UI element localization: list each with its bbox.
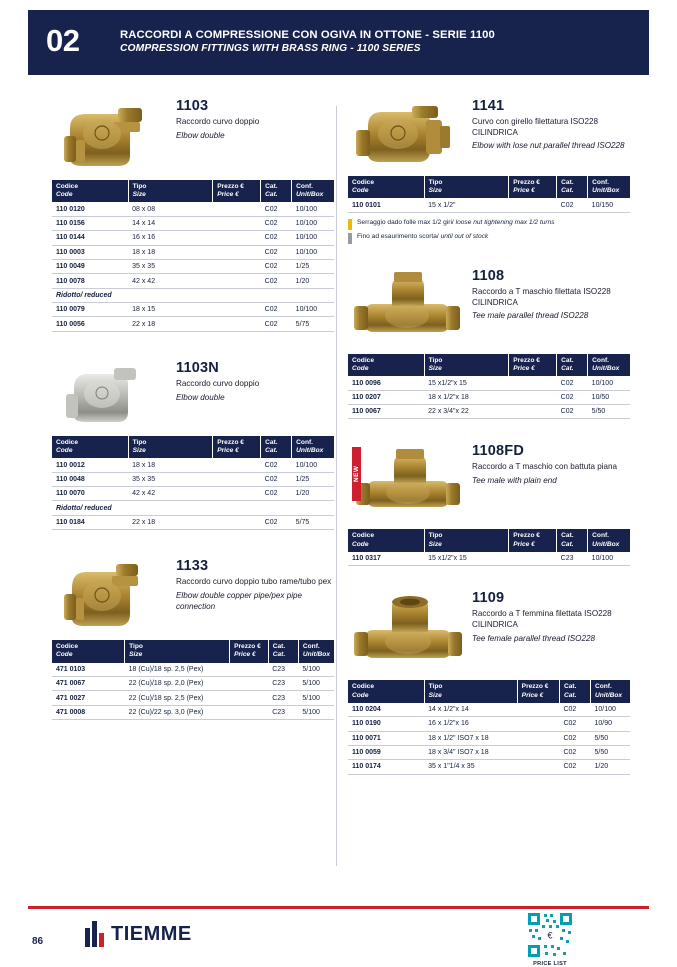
header-conf: Conf. Unit/Box [292,180,334,202]
table-row [52,317,334,331]
cell-code: 110 0144 [52,231,128,245]
cell-subheading: Ridotto/ reduced [52,501,334,515]
product-description-en-1109: Tee female parallel thread ISO228 [472,633,595,643]
spec-table-1133 [52,640,334,720]
cell-code: 110 0059 [348,745,424,759]
cell-price [213,472,261,486]
product-description-it-1108: Raccordo a T maschio filettata ISO228 CILINDRICA [472,286,611,307]
cell-conf: 5/75 [292,515,334,529]
cell-price [517,703,559,717]
price-list-qr-block[interactable] [520,911,580,967]
product-code-1108: 1108 [472,267,505,284]
cell-conf: 5/100 [298,691,334,705]
cell-size: 35 x 35 [128,472,213,486]
cell-conf: 10/100 [588,376,630,390]
spec-table-1108 [348,354,630,420]
cell-code: 110 0012 [52,458,128,472]
cell-code: 110 0067 [348,405,424,419]
product-description-it-1133: Raccordo curvo doppio tubo rame/tubo pex [176,577,332,587]
cell-size: 18 x 3/4" ISO7 x 18 [424,745,517,759]
cell-size: 15 x 1/2" [424,198,509,212]
cell-price [517,717,559,731]
cell-size: 16 x 16 [128,231,213,245]
cell-size: 15 x1/2"x 15 [424,376,509,390]
note-color-swatch-yellow [348,219,352,230]
product-description-en-1103n: Elbow double [176,392,225,402]
cell-conf: 10/150 [588,198,630,212]
cell-code: 471 0008 [52,705,125,719]
cell-price [213,487,261,501]
table-row [348,760,630,774]
cell-conf: 10/100 [292,231,334,245]
header-cat: Cat. Cat. [261,436,292,458]
cell-cat: C02 [559,703,590,717]
header-divider-rule [28,72,649,75]
cell-code: 110 0207 [348,390,424,404]
header-cat: Cat. Cat. [557,529,588,551]
cell-code: 110 0070 [52,487,128,501]
cell-cat: C02 [261,202,292,216]
header-cat: Cat. Cat. [557,354,588,376]
header-price: Prezzo € Price € [509,354,557,376]
header-size: Tipo Size [128,180,213,202]
table-row [52,677,334,691]
header-titles [120,29,495,54]
cell-cat: C02 [261,515,292,529]
cell-size: 35 x 1"1/4 x 35 [424,760,517,774]
cell-size: 18 x 1/2"x 18 [424,390,509,404]
cell-code: 110 0056 [52,317,128,331]
header-price: Prezzo € Price € [213,436,261,458]
cell-cat: C02 [261,245,292,259]
table-row [52,303,334,317]
cell-cat: C02 [261,274,292,288]
cell-price [509,405,557,419]
cell-size: 35 x 35 [128,259,213,273]
table-header-row [348,176,630,198]
cell-cat: C23 [268,677,298,691]
header-code: Codice Code [348,680,424,702]
product-description-it-1109: Raccordo a T femmina filettata ISO228 CILINDRICA [472,609,612,629]
table-header-row [348,680,630,702]
cell-code: 110 0174 [348,760,424,774]
cell-price [509,390,557,404]
table-row [348,405,630,419]
cell-price [213,202,261,216]
cell-size: 14 x 1/2"x 14 [424,703,517,717]
table-row [52,274,334,288]
column-divider [336,106,337,866]
note-text: Fino ad esaurimento scorta/ until out of stock [357,232,489,240]
cell-price [213,216,261,230]
table-row [348,552,630,566]
cell-price [213,303,261,317]
cell-code: 110 0048 [52,472,128,486]
notes-1141 [348,219,630,244]
cell-conf: 10/100 [588,552,630,566]
table-header-row [348,354,630,376]
header-size: Tipo Size [128,436,213,458]
cell-size: 22 (Cu)/18 sp. 2,0 (Pex) [125,677,230,691]
product-description-en-1108: Tee male parallel thread ISO228 [472,311,589,321]
note-row [348,219,630,230]
header-size: Tipo Size [424,680,517,702]
cell-cat: C02 [557,198,588,212]
header-cat: Cat. Cat. [559,680,590,702]
product-block-1103 [52,96,334,332]
cell-conf: 5/100 [298,677,334,691]
table-row [52,705,334,719]
svg-text:€: € [547,930,553,941]
cell-price [213,231,261,245]
elbow-lose-nut-icon [348,96,466,168]
cell-cat: C23 [268,691,298,705]
product-block-1108 [348,266,630,420]
cell-code: 110 0120 [52,202,128,216]
cell-cat: C23 [268,705,298,719]
header-conf: Conf. Unit/Box [298,640,334,662]
cell-cat: C02 [559,745,590,759]
tee-male-plain-icon [348,441,466,521]
table-row [348,731,630,745]
page-header [28,10,649,72]
table-header-row [348,529,630,551]
cell-cat: C02 [261,317,292,331]
note-text: Serraggio dado folle max 1/2 giri/ loose nut tightening max 1/2 turns [357,218,555,226]
left-column [52,96,334,726]
header-price: Prezzo € Price € [213,180,261,202]
tee-male-icon [348,266,466,346]
cell-cat: C02 [261,231,292,245]
table-header-row [52,180,334,202]
header-conf: Conf. Unit/Box [588,354,630,376]
header-price: Prezzo € Price € [230,640,269,662]
table-row [52,231,334,245]
tiemme-logo-mark-icon [85,921,107,947]
elbow-double-brass-icon [52,96,170,172]
header-code: Codice Code [348,354,424,376]
cell-price [230,663,269,677]
cell-price [509,552,557,566]
cell-cat: C02 [261,472,292,486]
cell-size: 22 (Cu)/22 sp. 3,0 (Pex) [125,705,230,719]
cell-conf: 5/100 [298,663,334,677]
cell-price [213,515,261,529]
cell-cat: C02 [559,731,590,745]
header-conf: Conf. Unit/Box [292,436,334,458]
cell-cat: C02 [557,405,588,419]
table-subheading-row [52,501,334,515]
product-code-1103n: 1103N [176,359,219,376]
table-row [348,717,630,731]
cell-conf: 10/100 [590,703,630,717]
cell-code: 110 0317 [348,552,424,566]
cell-size: 18 x 15 [128,303,213,317]
cell-cat: C02 [261,259,292,273]
spec-table-1109 [348,680,630,774]
cell-size: 18 x 1/2" ISO7 x 18 [424,731,517,745]
table-row [52,663,334,677]
table-row [52,458,334,472]
cell-code: 471 0103 [52,663,125,677]
company-logo [85,921,192,947]
header-conf: Conf. Unit/Box [590,680,630,702]
product-block-1141 [348,96,630,244]
cell-cat: C23 [268,663,298,677]
header-code: Codice Code [348,176,424,198]
header-cat: Cat. Cat. [557,176,588,198]
spec-table-1141 [348,176,630,213]
cell-size: 14 x 14 [128,216,213,230]
cell-cat: C02 [261,303,292,317]
cell-price [213,274,261,288]
cell-conf: 10/90 [590,717,630,731]
cell-conf: 1/20 [292,274,334,288]
product-code-1108fd: 1108FD [472,443,524,460]
cell-code: 110 0049 [52,259,128,273]
table-header-row [52,436,334,458]
table-row [348,703,630,717]
table-header-row [52,640,334,662]
cell-conf: 5/50 [590,731,630,745]
table-row [52,202,334,216]
cell-code: 110 0101 [348,198,424,212]
elbow-double-nickel-icon [52,358,170,428]
cell-size: 08 x 08 [128,202,213,216]
table-row [52,245,334,259]
table-subheading-row [52,288,334,302]
right-column [348,96,630,781]
product-description-en-1133: Elbow double copper pipe/pex pipe connection [176,590,302,611]
header-conf: Conf. Unit/Box [588,529,630,551]
header-size: Tipo Size [424,354,509,376]
cell-cat: C02 [557,390,588,404]
cell-size: 15 x1/2"x 15 [424,552,509,566]
cell-cat: C02 [261,216,292,230]
product-code-1103: 1103 [176,98,209,114]
header-code: Codice Code [348,529,424,551]
table-row [348,745,630,759]
table-row [52,472,334,486]
header-cat: Cat. Cat. [261,180,292,202]
product-description-en-1108fd: Tee male with plain end [472,476,557,486]
product-description-it-1141: Curvo con girello filettatura ISO228 CILINDRICA [472,117,598,137]
cell-size: 22 x 3/4"x 22 [424,405,509,419]
cell-code: 110 0071 [348,731,424,745]
cell-code: 110 0190 [348,717,424,731]
header-size: Tipo Size [424,529,509,551]
header-price: Prezzo € Price € [509,176,557,198]
cell-code: 110 0078 [52,274,128,288]
product-code-1109: 1109 [472,590,505,607]
cell-code: 471 0067 [52,677,125,691]
note-color-swatch-gray [348,233,352,244]
page-number: 86 [32,936,44,947]
spec-table-1103 [52,180,334,332]
cell-price [213,259,261,273]
cell-cat: C02 [261,487,292,501]
cell-price [213,317,261,331]
product-block-1103n [52,358,334,530]
cell-size: 22 x 18 [128,515,213,529]
product-description-en-1103: Elbow double [176,130,225,140]
cell-cat: C02 [559,717,590,731]
cell-price [213,245,261,259]
cell-conf: 10/50 [588,390,630,404]
cell-conf: 1/25 [292,472,334,486]
product-description-en-1141: Elbow with lose nut parallel thread ISO228 [472,141,625,151]
cell-price [230,705,269,719]
cell-price [509,198,557,212]
spec-table-1108fd [348,529,630,566]
header-code: Codice Code [52,436,128,458]
cell-cat: C02 [261,458,292,472]
cell-code: 110 0156 [52,216,128,230]
tee-female-icon [348,588,466,672]
table-row [348,390,630,404]
header-size: Tipo Size [424,176,509,198]
cell-price [517,731,559,745]
page-footer [0,909,677,967]
product-description-it-1103: Raccordo curvo doppio [176,117,260,126]
cell-size: 22 x 18 [128,317,213,331]
cell-conf: 5/50 [590,745,630,759]
elbow-double-pex-icon [52,556,170,632]
header-price: Prezzo € Price € [517,680,559,702]
table-row [348,198,630,212]
logo-wordmark: TIEMME [111,922,192,945]
product-code-1133: 1133 [176,558,209,575]
cell-code: 110 0003 [52,245,128,259]
cell-conf: 5/75 [292,317,334,331]
cell-size: 18 (Cu)/18 sp. 2,5 (Pex) [125,663,230,677]
cell-cat: C02 [557,376,588,390]
cell-size: 18 x 18 [128,245,213,259]
note-row [348,233,630,244]
cell-conf: 10/100 [292,303,334,317]
cell-size: 16 x 1/2"x 16 [424,717,517,731]
cell-subheading: Ridotto/ reduced [52,288,334,302]
header-conf: Conf. Unit/Box [588,176,630,198]
cell-price [230,677,269,691]
product-description-it-1103n: Raccordo curvo doppio [176,378,260,388]
header-price: Prezzo € Price € [509,529,557,551]
cell-conf: 10/100 [292,202,334,216]
cell-conf: 5/50 [588,405,630,419]
qr-code-icon[interactable] [526,911,574,959]
cell-price [517,760,559,774]
cell-code: 110 0079 [52,303,128,317]
catalog-content [0,96,677,886]
product-description-it-1108fd: Raccordo a T maschio con battuta piana [472,462,618,472]
cell-conf: 1/20 [292,487,334,501]
table-row [52,259,334,273]
table-row [52,515,334,529]
cell-conf: 10/100 [292,245,334,259]
cell-code: 110 0096 [348,376,424,390]
cell-cat: C23 [557,552,588,566]
header-size: Tipo Size [125,640,230,662]
header-title-english: COMPRESSION FITTINGS WITH BRASS RING - 1100 SERIES [120,42,421,54]
cell-size: 42 x 42 [128,487,213,501]
cell-conf: 10/100 [292,458,334,472]
cell-size: 18 x 18 [128,458,213,472]
new-badge: NEW [352,447,361,501]
cell-conf: 5/100 [298,705,334,719]
cell-code: 471 0027 [52,691,125,705]
header-cat: Cat. Cat. [268,640,298,662]
cell-price [509,376,557,390]
product-block-1108fd [348,441,630,566]
table-row [52,487,334,501]
cell-size: 42 x 42 [128,274,213,288]
cell-price [517,745,559,759]
spec-table-1103n [52,436,334,530]
chapter-number: 02 [46,23,80,58]
header-code: Codice Code [52,180,128,202]
cell-code: 110 0204 [348,703,424,717]
table-row [52,691,334,705]
product-code-1141: 1141 [472,98,505,114]
table-row [348,376,630,390]
cell-cat: C02 [559,760,590,774]
cell-conf: 10/100 [292,216,334,230]
cell-size: 22 (Cu)/18 sp. 2,5 (Pex) [125,691,230,705]
cell-price [230,691,269,705]
cell-conf: 1/20 [590,760,630,774]
header-code: Codice Code [52,640,125,662]
table-row [52,216,334,230]
header-title-italian: RACCORDI A COMPRESSIONE CON OGIVA IN OTTONE - SERIE 1100 [120,28,495,41]
cell-code: 110 0184 [52,515,128,529]
qr-label: PRICE LIST [533,961,567,967]
cell-price [213,458,261,472]
cell-conf: 1/25 [292,259,334,273]
product-block-1133 [52,556,334,720]
product-block-1109 [348,588,630,774]
